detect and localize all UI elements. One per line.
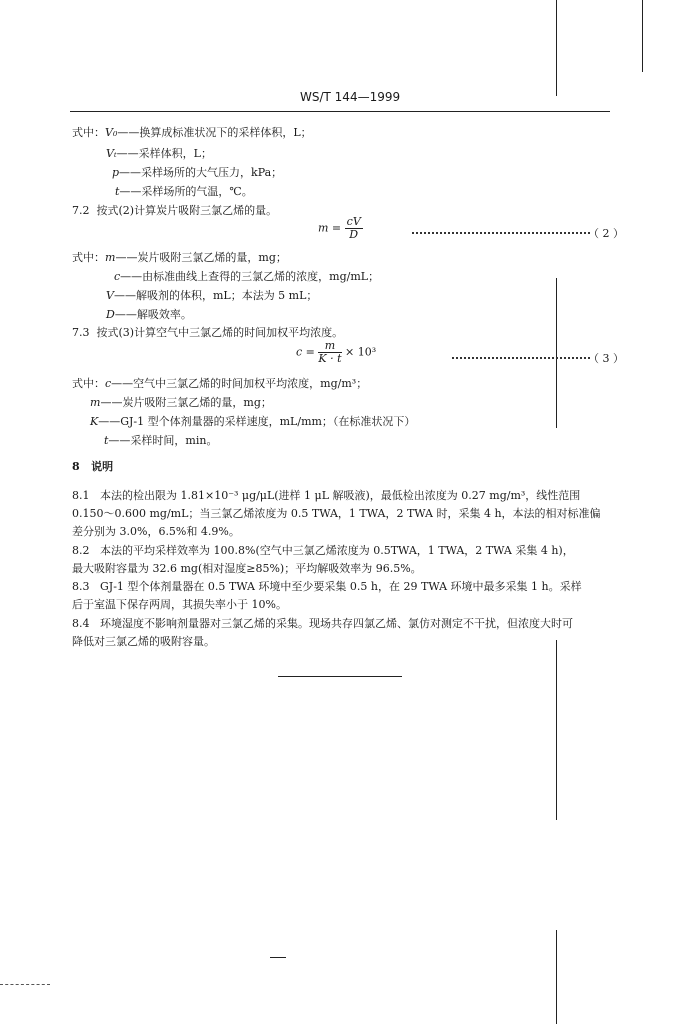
def-symbol: K: [90, 415, 99, 428]
def-symbol: p: [112, 166, 120, 179]
def-row: [114, 268, 379, 284]
def-lead: 式中：: [72, 126, 105, 139]
equation-3: [296, 340, 376, 365]
section-text: 按式(3)计算空气中三氯乙烯的时间加权平均浓度。: [96, 326, 344, 339]
def-row: [106, 306, 192, 322]
section-7-3: [72, 324, 343, 340]
section-label: 7.2: [72, 204, 90, 217]
scan-edge-line-right: [642, 0, 643, 72]
eq-denominator: K · t: [318, 352, 342, 365]
scan-left-marks: [0, 984, 50, 985]
section-text: 按式(2)计算炭片吸附三氯乙烯的量。: [96, 204, 278, 217]
para-line: 最大吸附容量为 32.6 mg(相对湿度≥85%)；平均解吸效率为 96.5%。: [72, 562, 422, 575]
eq-fraction: [345, 216, 363, 241]
para-line: [72, 542, 574, 558]
scan-edge-line-mid: [556, 278, 557, 428]
def-symbol: Vₜ: [106, 147, 117, 160]
section-label: 8: [72, 460, 80, 473]
def-row: [72, 375, 367, 391]
def-symbol: V₀: [105, 126, 118, 139]
def-desc: ——采样场所的大气压力，kPa；: [119, 166, 283, 179]
section-label: 8.2: [72, 544, 90, 557]
def-desc: ——炭片吸附三氯乙烯的量，mg；: [115, 251, 287, 264]
def-desc: ——采样时间，min。: [108, 434, 218, 447]
eq-fraction: [318, 340, 341, 365]
def-row: [90, 394, 272, 410]
def-row: [72, 124, 312, 140]
equation-2: [318, 216, 363, 241]
header-rule: [70, 111, 610, 112]
eq-numerator: cV: [346, 215, 361, 228]
def-row: [112, 164, 282, 180]
scan-edge-line-lower: [556, 640, 557, 820]
para-line: 0.150～0.600 mg/mL；当三氯乙烯浓度为 0.5 TWA，1 TWA，2 TWA 时，采集 4 h，本法的相对标准偏: [72, 507, 601, 520]
para-text: 本法的平均采样效率为 100.8%(空气中三氯乙烯浓度为 0.5TWA，1 TWA，2 TWA 采集 4 h)，: [100, 544, 574, 557]
def-symbol: m: [105, 251, 116, 264]
def-row: [72, 249, 287, 265]
para-line: 后于室温下保存两周，其损失率小于 10%。: [72, 598, 287, 611]
para-text: GJ-1 型个体剂量器在 0.5 TWA 环境中至少要采集 0.5 h，在 29 TWA 环境中最多采集 1 h。采样: [100, 580, 582, 593]
def-symbol: D: [106, 308, 115, 321]
section-label: 7.3: [72, 326, 90, 339]
def-desc: ——换算成标准状况下的采样体积，L；: [117, 126, 312, 139]
section-label: 8.4: [72, 617, 90, 630]
page-bottom-dash: [270, 957, 286, 958]
para-line: 差分别为 3.0%，6.5%和 4.9%。: [72, 525, 240, 538]
para-line: 降低对三氯乙烯的吸附容量。: [72, 635, 215, 648]
para-text: 本法的检出限为 1.81×10⁻³ μg/μL(进样 1 μL 解吸液)，最低检出浓度为 0.27 mg/m³，线性范围: [100, 489, 581, 502]
eq2-leader-dots: [412, 232, 590, 234]
def-desc: ——GJ-1 型个体剂量器的采样速度，mL/mm；（在标准状况下）: [98, 415, 416, 428]
eq-denominator: D: [349, 228, 359, 241]
page-header: WS/T 144—1999: [300, 90, 401, 104]
def-lead: 式中：: [72, 377, 105, 390]
def-row: [115, 183, 253, 199]
para-text: 环境湿度不影响剂量器对三氯乙烯的采集。现场共存四氯乙烯、氯仿对测定不干扰，但浓度大时可: [100, 617, 573, 630]
para-line: [72, 578, 582, 594]
def-symbol: V: [106, 289, 114, 302]
eq-numerator: m: [318, 340, 341, 353]
def-desc: ——由标准曲线上查得的三氯乙烯的浓度，mg/mL；: [120, 270, 380, 283]
def-desc: ——采样体积，L；: [116, 147, 212, 160]
eq-lhs: m =: [318, 221, 342, 235]
eq-lhs: c =: [296, 345, 315, 359]
def-row: [104, 432, 217, 448]
def-row: [106, 287, 317, 303]
def-row: [90, 413, 415, 429]
def-symbol: t: [115, 185, 120, 198]
def-desc: ——炭片吸附三氯乙烯的量，mg；: [100, 396, 272, 409]
equation-number-3: （ 3 ）: [588, 352, 624, 365]
def-row: [106, 145, 212, 161]
eq-multiplier: × 10³: [345, 345, 377, 359]
end-rule: [278, 676, 402, 677]
para-line: [72, 487, 580, 503]
def-symbol: m: [90, 396, 101, 409]
section-title: 说明: [91, 460, 114, 473]
def-desc: ——空气中三氯乙烯的时间加权平均浓度，mg/m³；: [111, 377, 368, 390]
scan-edge-line-bottom: [556, 930, 557, 1024]
equation-number-2: （ 2 ）: [588, 227, 624, 240]
def-symbol: t: [104, 434, 109, 447]
section-8-heading: [72, 458, 113, 474]
scan-edge-line-top: [556, 0, 557, 96]
def-desc: ——采样场所的气温，℃。: [119, 185, 253, 198]
para-line: [72, 615, 573, 631]
def-lead: 式中：: [72, 251, 105, 264]
def-symbol: c: [114, 270, 121, 283]
section-label: 8.3: [72, 580, 90, 593]
def-desc: ——解吸剂的体积，mL；本法为 5 mL；: [113, 289, 318, 302]
def-symbol: c: [105, 377, 112, 390]
section-label: 8.1: [72, 489, 90, 502]
def-desc: ——解吸效率。: [114, 308, 192, 321]
section-7-2: [72, 202, 277, 218]
eq3-leader-dots: [452, 357, 590, 359]
